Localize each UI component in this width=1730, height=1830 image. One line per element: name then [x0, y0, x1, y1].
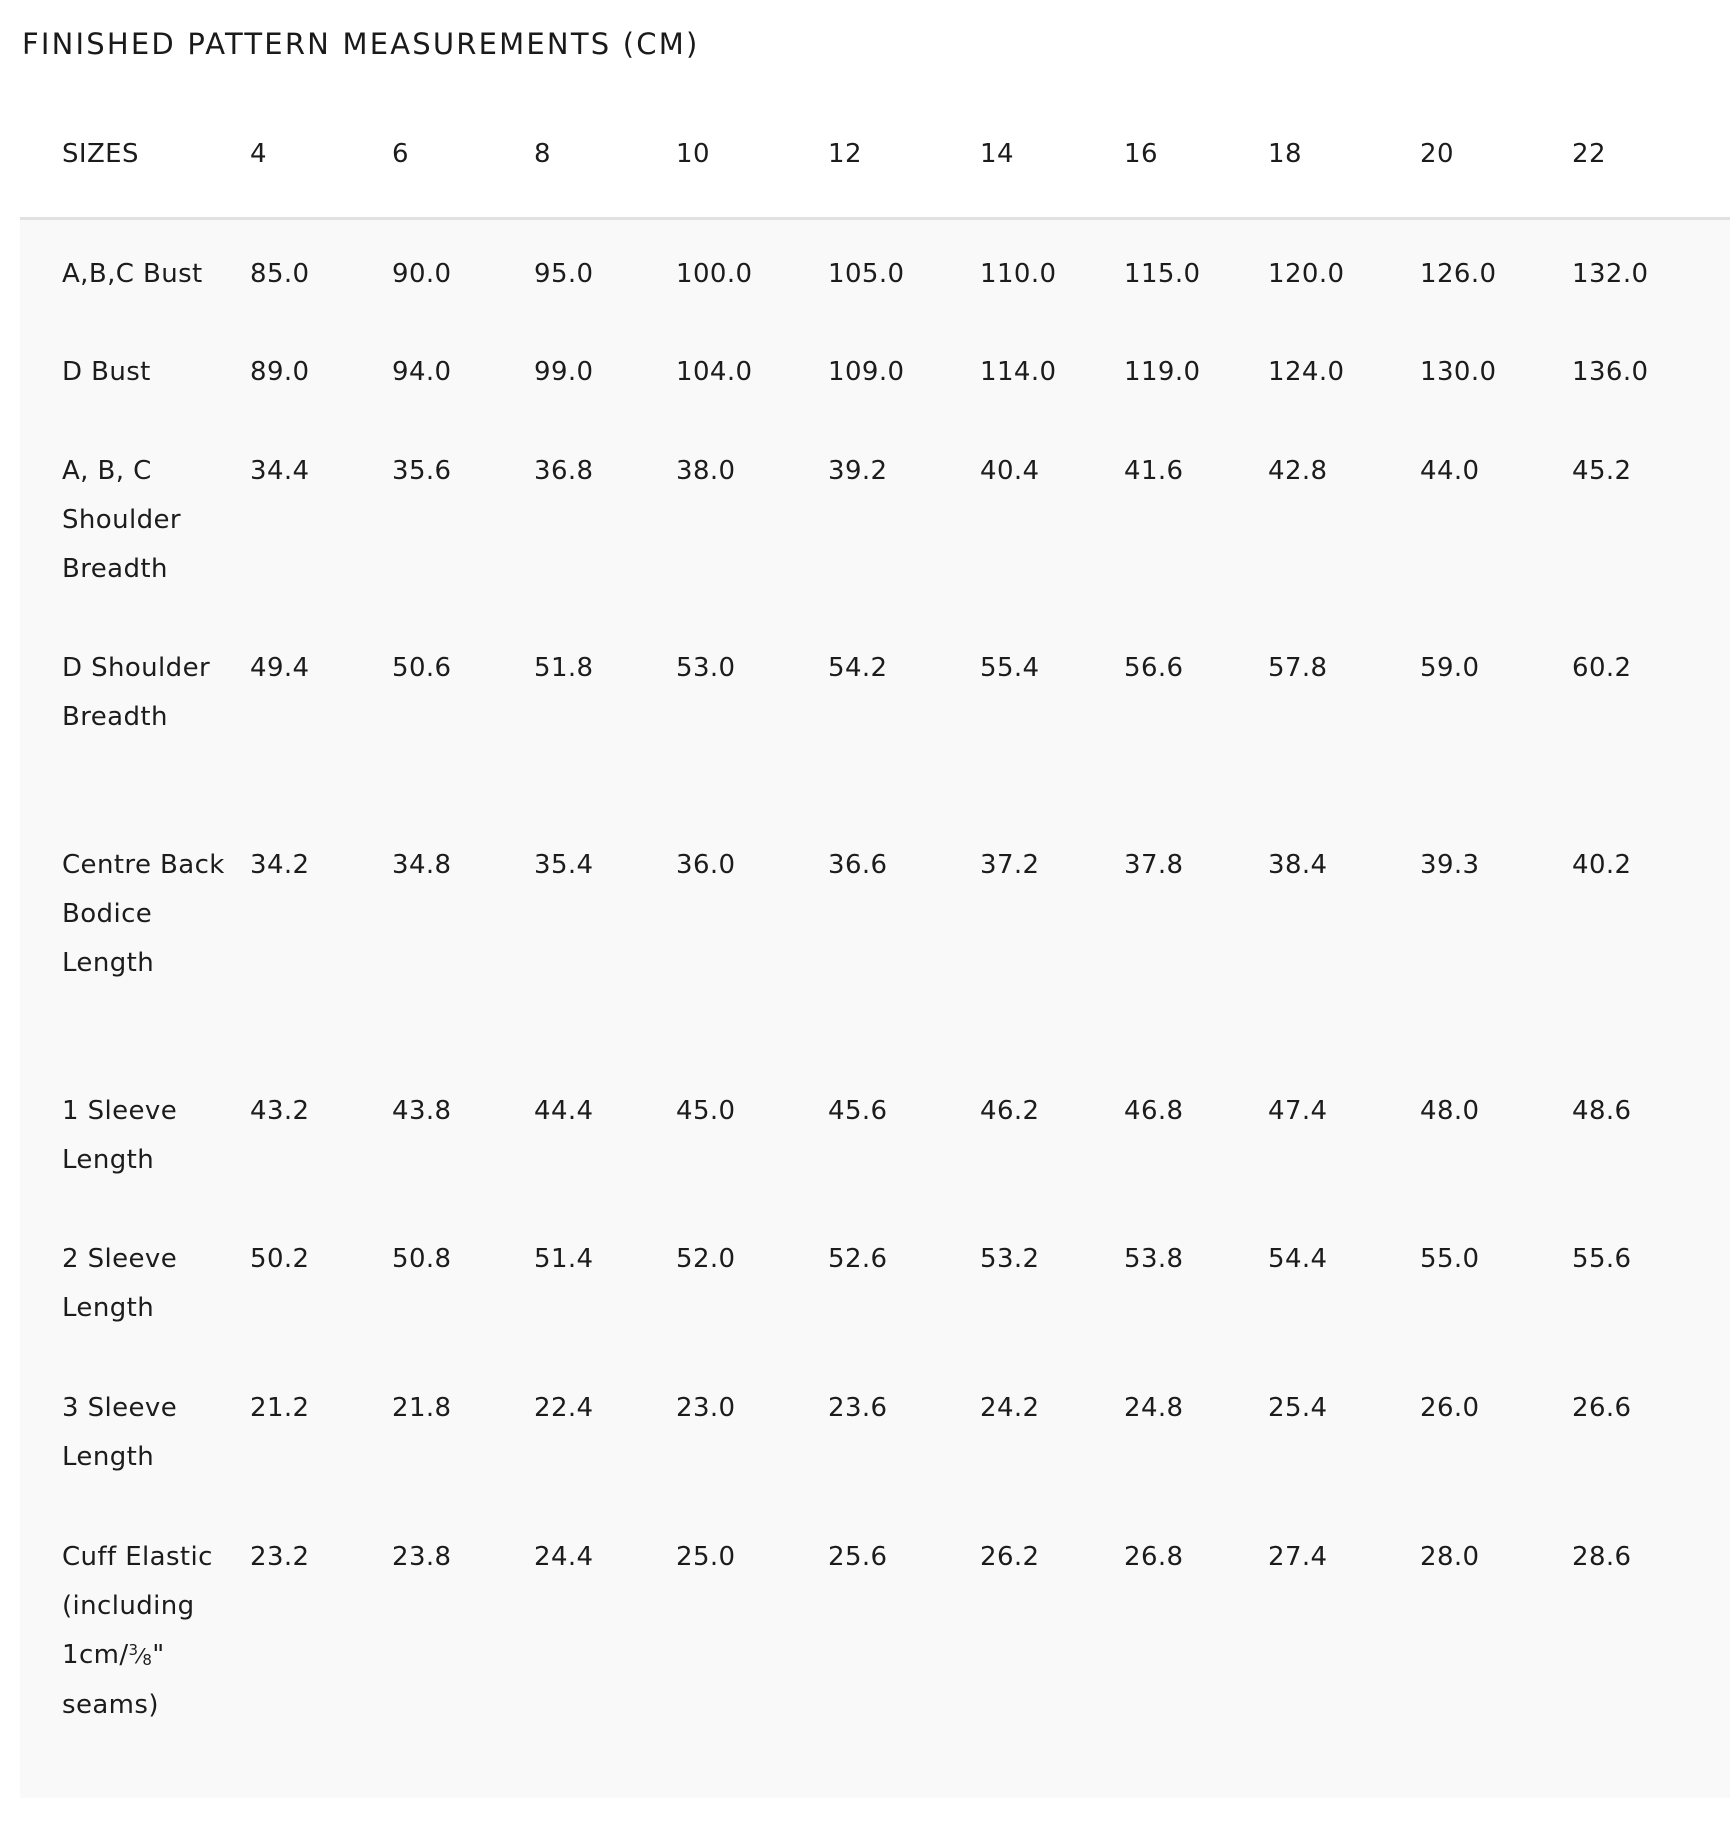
row-label: 2 Sleeve Length	[62, 1244, 178, 1323]
table-cell: 54.4	[1268, 1244, 1328, 1274]
table-cell: 37.8	[1124, 850, 1184, 880]
size-header: 12	[828, 100, 980, 218]
table-cell: 27.4	[1268, 1542, 1328, 1572]
table-cell: 104.0	[676, 357, 753, 387]
table-cell: 52.6	[828, 1244, 888, 1274]
seam-allowance	[62, 1640, 165, 1670]
table-cell: 34.4	[250, 456, 310, 486]
cuff-label-text: Cuff Elastic (including	[62, 1542, 213, 1621]
table-cell: 95.0	[534, 258, 594, 289]
sizes-header: SIZES	[20, 100, 250, 218]
size-header: 4	[250, 100, 392, 218]
table-cell: 136.0	[1572, 357, 1649, 387]
table-cell: 26.2	[980, 1542, 1040, 1572]
table-row	[20, 318, 1730, 417]
header-row	[20, 100, 1730, 218]
table-cell: 89.0	[250, 357, 310, 387]
table-cell: 50.6	[392, 653, 452, 683]
table-cell: 25.0	[676, 1542, 736, 1572]
table-row	[20, 614, 1730, 811]
table-cell: 25.4	[1268, 1393, 1328, 1423]
table-cell: 132.0	[1572, 258, 1649, 289]
table-cell: 34.2	[250, 850, 310, 880]
table-cell: 85.0	[250, 258, 310, 289]
table-cell: 24.2	[980, 1393, 1040, 1423]
table-cell: 120.0	[1268, 258, 1345, 289]
table-cell: 49.4	[250, 653, 310, 683]
table-cell: 43.2	[250, 1096, 310, 1126]
inch-mark: "	[152, 1640, 165, 1670]
table-cell: 115.0	[1124, 258, 1201, 289]
table-cell: 90.0	[392, 258, 452, 289]
table-row	[20, 1503, 1730, 1798]
row-label: A,B,C Bust	[62, 258, 203, 289]
table-cell: 60.2	[1572, 653, 1632, 683]
table-cell: 51.4	[534, 1244, 594, 1274]
table-cell: 26.8	[1124, 1542, 1184, 1572]
size-header: 20	[1420, 100, 1572, 218]
table-row	[20, 1354, 1730, 1503]
table-row	[20, 218, 1730, 318]
table-cell: 45.2	[1572, 456, 1632, 486]
table-row	[20, 1205, 1730, 1354]
row-label	[20, 1503, 250, 1798]
cuff-label-suffix: seams)	[62, 1690, 159, 1720]
table-cell: 42.8	[1268, 456, 1328, 486]
table-cell: 54.2	[828, 653, 888, 683]
table-cell: 53.0	[676, 653, 736, 683]
table-cell: 59.0	[1420, 653, 1480, 683]
table-row	[20, 811, 1730, 1057]
table-cell: 124.0	[1268, 357, 1345, 387]
table-cell: 51.8	[534, 653, 594, 683]
table-cell: 21.8	[392, 1393, 452, 1423]
table-cell: 24.8	[1124, 1393, 1184, 1423]
table-cell: 43.8	[392, 1096, 452, 1126]
table-cell: 46.8	[1124, 1096, 1184, 1126]
table-cell: 41.6	[1124, 456, 1184, 486]
table-cell: 56.6	[1124, 653, 1184, 683]
row-label: D Bust	[62, 357, 151, 387]
table-cell: 48.0	[1420, 1096, 1480, 1126]
table-cell: 28.6	[1572, 1542, 1632, 1572]
table-row	[20, 417, 1730, 614]
size-header: 6	[392, 100, 534, 218]
table-cell: 94.0	[392, 357, 452, 387]
table-cell: 55.6	[1572, 1244, 1632, 1274]
table-cell: 39.3	[1420, 850, 1480, 880]
table-cell: 39.2	[828, 456, 888, 486]
table-cell: 114.0	[980, 357, 1057, 387]
size-header: 8	[534, 100, 676, 218]
table-cell: 52.0	[676, 1244, 736, 1274]
table-cell: 130.0	[1420, 357, 1497, 387]
table-cell: 36.6	[828, 850, 888, 880]
table-cell: 35.4	[534, 850, 594, 880]
table-cell: 44.4	[534, 1096, 594, 1126]
table-cell: 110.0	[980, 258, 1057, 289]
table-cell: 34.8	[392, 850, 452, 880]
table-cell: 23.2	[250, 1542, 310, 1572]
size-header: 16	[1124, 100, 1268, 218]
table-cell: 38.0	[676, 456, 736, 486]
table-cell: 37.2	[980, 850, 1040, 880]
table-cell: 53.8	[1124, 1244, 1184, 1274]
fraction-numerator: 3	[128, 1640, 139, 1659]
table-cell: 38.4	[1268, 850, 1328, 880]
row-label: 3 Sleeve Length	[62, 1393, 178, 1472]
table-cell: 23.0	[676, 1393, 736, 1423]
fraction-denominator: 8	[142, 1651, 153, 1670]
table-cell: 26.6	[1572, 1393, 1632, 1423]
table-cell: 23.8	[392, 1542, 452, 1572]
table-cell: 50.8	[392, 1244, 452, 1274]
size-header: 22	[1572, 100, 1730, 218]
table-cell: 126.0	[1420, 258, 1497, 289]
table-cell: 46.2	[980, 1096, 1040, 1126]
table-cell: 48.6	[1572, 1096, 1632, 1126]
table-cell: 23.6	[828, 1393, 888, 1423]
fraction: $^3⁄_8$	[128, 1640, 153, 1670]
table-cell: 109.0	[828, 357, 905, 387]
size-header: 14	[980, 100, 1124, 218]
table-cell: 26.0	[1420, 1393, 1480, 1423]
table-cell: 105.0	[828, 258, 905, 289]
row-label: 1 Sleeve Length	[62, 1096, 178, 1175]
table-cell: 99.0	[534, 357, 594, 387]
table-cell: 40.2	[1572, 850, 1632, 880]
table-cell: 28.0	[1420, 1542, 1480, 1572]
table-cell: 21.2	[250, 1393, 310, 1423]
table-cell: 55.4	[980, 653, 1040, 683]
table-cell: 119.0	[1124, 357, 1201, 387]
row-label: A, B, C Shoulder Breadth	[62, 456, 181, 584]
table-cell: 40.4	[980, 456, 1040, 486]
table-cell: 47.4	[1268, 1096, 1328, 1126]
table-cell: 45.0	[676, 1096, 736, 1126]
table-cell: 22.4	[534, 1393, 594, 1423]
table-cell: 45.6	[828, 1096, 888, 1126]
row-label: D Shoulder Breadth	[62, 653, 211, 732]
table-cell: 53.2	[980, 1244, 1040, 1274]
table-cell: 25.6	[828, 1542, 888, 1572]
table-cell: 24.4	[534, 1542, 594, 1572]
table-row	[20, 1057, 1730, 1205]
size-header: 18	[1268, 100, 1420, 218]
size-header: 10	[676, 100, 828, 218]
row-label: Centre Back Bodice Length	[62, 850, 225, 978]
measurements-table	[20, 100, 1730, 1798]
page-title: FINISHED PATTERN MEASUREMENTS (CM)	[22, 27, 700, 61]
table-cell: 44.0	[1420, 456, 1480, 486]
table-cell: 36.0	[676, 850, 736, 880]
seam-unit: 1cm/	[62, 1640, 129, 1670]
table-cell: 57.8	[1268, 653, 1328, 683]
table-cell: 100.0	[676, 258, 753, 289]
table-cell: 35.6	[392, 456, 452, 486]
table-cell: 55.0	[1420, 1244, 1480, 1274]
table-cell: 50.2	[250, 1244, 310, 1274]
table-cell: 36.8	[534, 456, 594, 486]
